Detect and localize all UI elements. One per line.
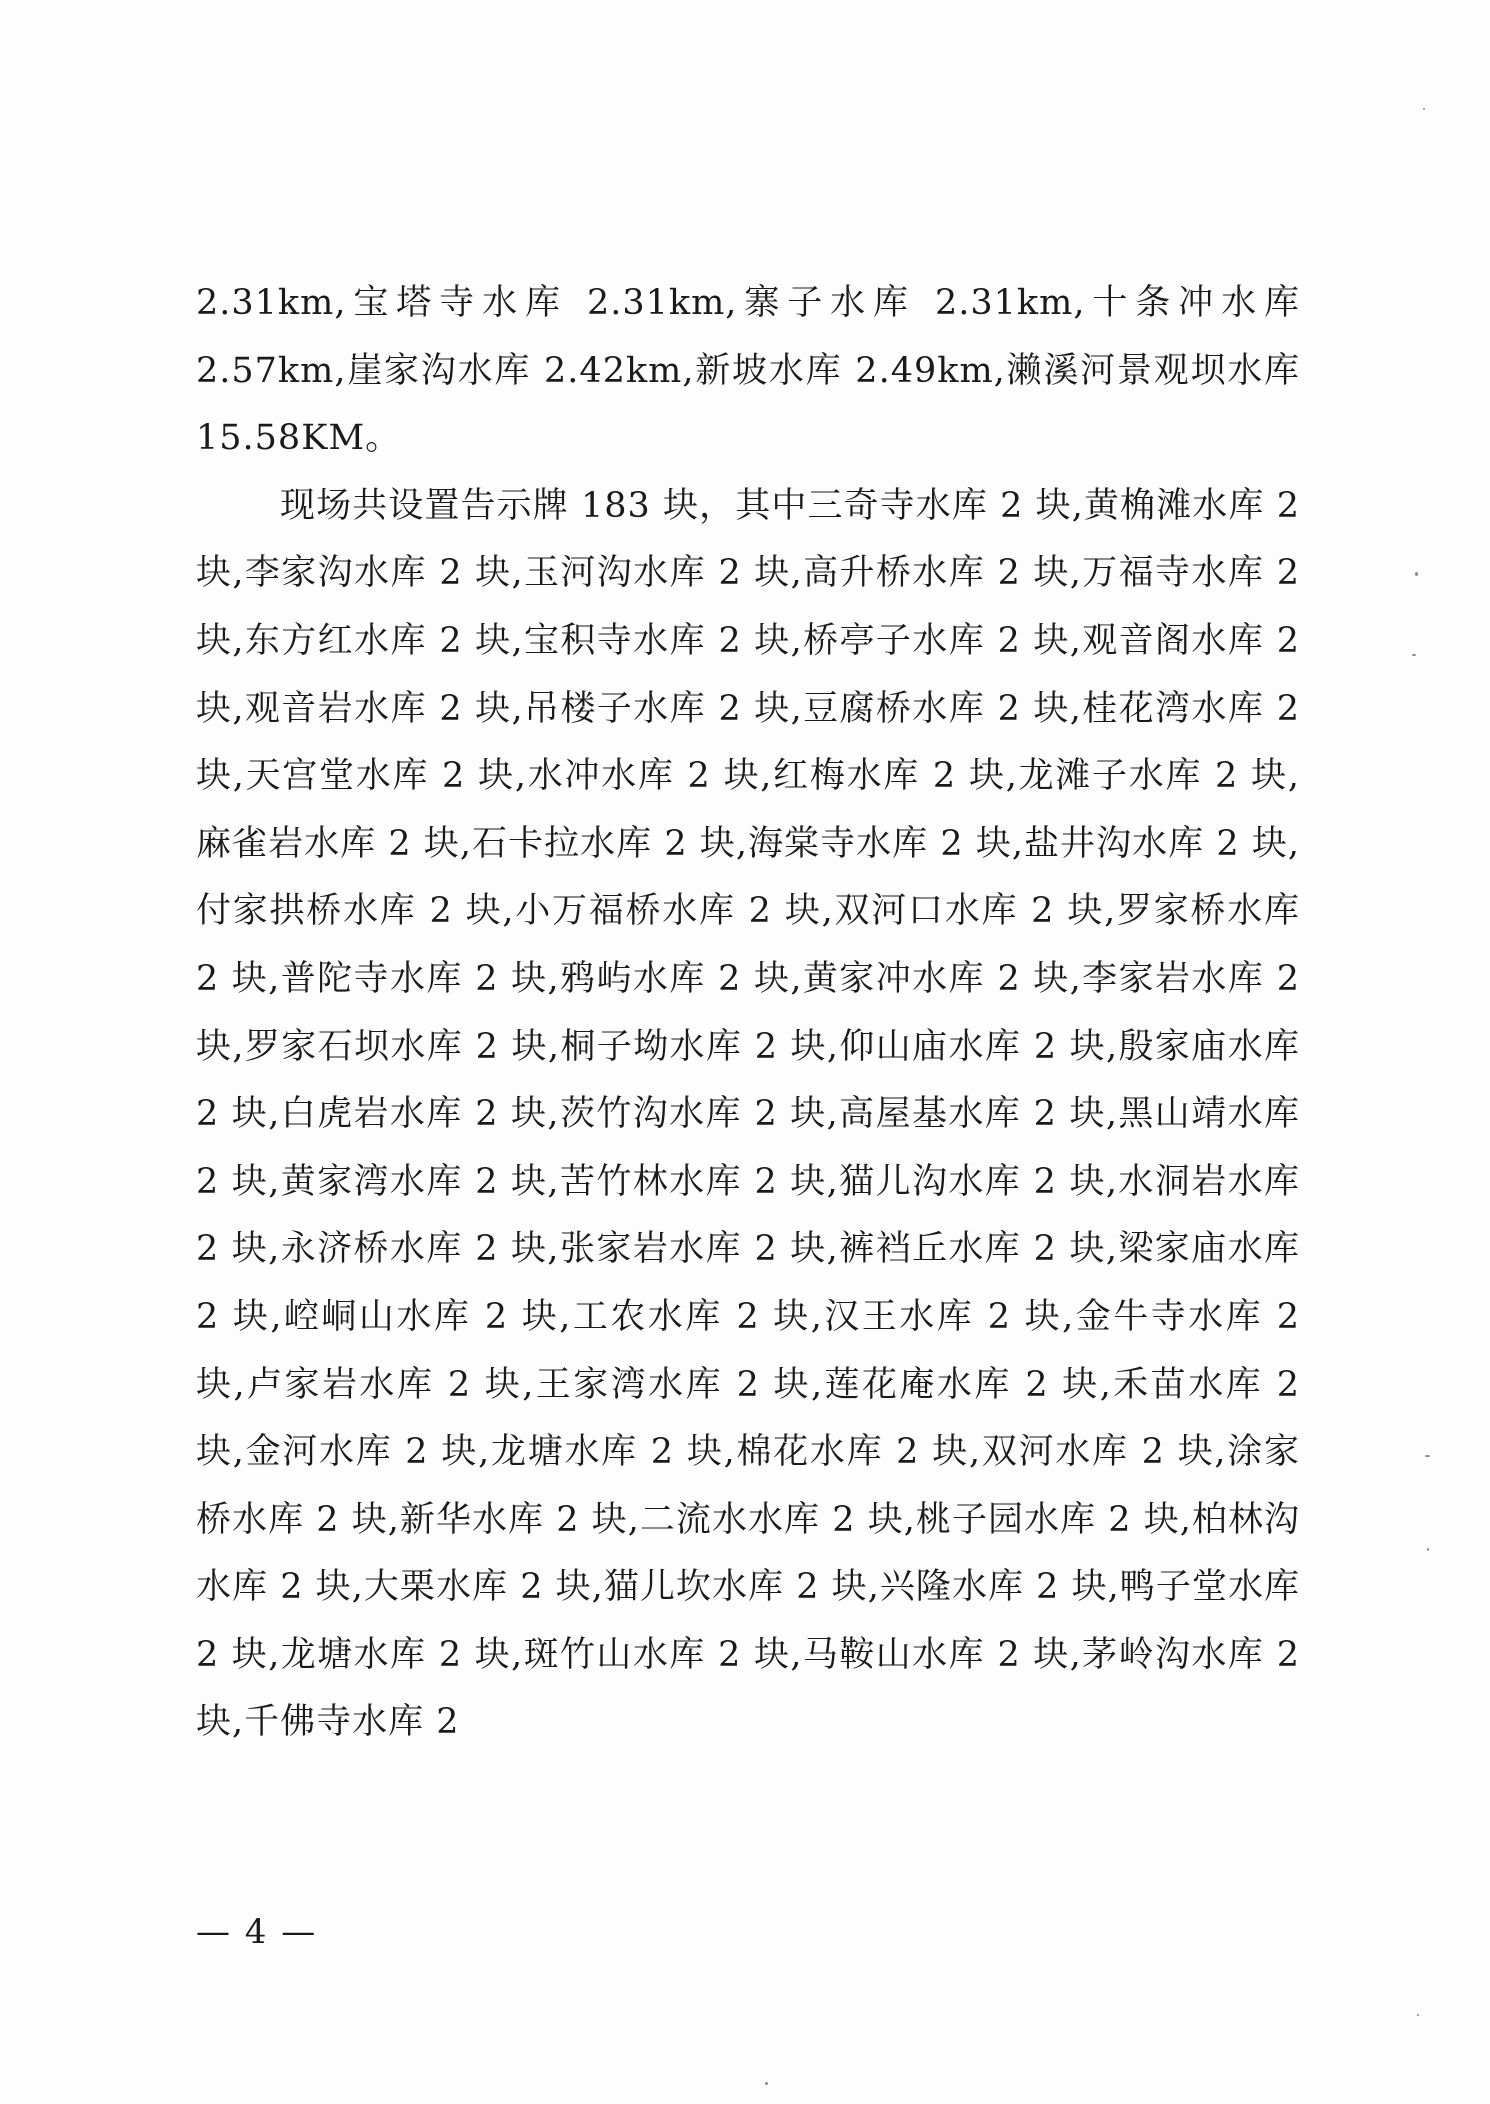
scan-speck: [1412, 654, 1416, 656]
scan-speck: [765, 2082, 768, 2085]
scan-speck: [1427, 1548, 1429, 1551]
paragraph-signboards: 现场共设置告示牌 183 块，其中三奇寺水库 2 块,黄桷滩水库 2 块,李家沟水库 2 块,玉河沟水库 2 块,高升桥水库 2 块,万福寺水库 2 块,东方红水库 2 块,宝积寺水库 2 块,桥亭子水库 2 块,观音阁水库 2 块,观音岩水库 2 块,吊楼子水库 2 块,豆腐桥水库 2 块,桂花湾水库 2 块,天宫堂水库 2 块,水冲水库 2 块,红梅水库 2 块,龙滩子水库 2 块,麻雀岩水库 2 块,石卡拉水库 2 块,海棠寺水库 2 块,盐井沟水库 2 块,付家拱桥水库 2 块,小万福桥水库 2 块,双河口水库 2 块,罗家桥水库 2 块,普陀寺水库 2 块,鸦屿水库 2 块,黄家冲水库 2 块,李家岩水库 2 块,罗家石坝水库 2 块,桐子坳水库 2 块,仰山庙水库 2 块,殷家庙水库 2 块,白虎岩水库 2 块,茨竹沟水库 2 块,高屋基水库 2 块,黑山靖水库 2 块,黄家湾水库 2 块,苦竹林水库 2 块,猫儿沟水库 2 块,水洞岩水库 2 块,永济桥水库 2 块,张家岩水库 2 块,裤裆丘水库 2 块,梁家庙水库 2 块,崆峒山水库 2 块,工农水库 2 块,汉王水库 2 块,金牛寺水库 2 块,卢家岩水库 2 块,王家湾水库 2 块,莲花庵水库 2 块,禾苗水库 2 块,金河水库 2 块,龙塘水库 2 块,棉花水库 2 块,双河水库 2 块,涂家桥水库 2 块,新华水库 2 块,二流水水库 2 块,桃子园水库 2 块,柏林沟水库 2 块,大栗水库 2 块,猫儿坎水库 2 块,兴隆水库 2 块,鸭子堂水库 2 块,龙塘水库 2 块,斑竹山水库 2 块,马鞍山水库 2 块,茅岭沟水库 2 块,千佛寺水库 2: [196, 485, 1300, 1743]
scan-speck: [1425, 1455, 1430, 1457]
body-text: [196, 270, 1300, 1757]
scan-speck: [1417, 2014, 1419, 2016]
scan-speck: [1415, 572, 1418, 576]
paragraph-distances: 2.31km,宝塔寺水库 2.31km,寨子水库 2.31km,十条冲水库 2.57km,崖家沟水库 2.42km,新坡水库 2.49km,濑溪河景观坝水库15.58KM。: [196, 283, 1300, 459]
page-number: — 4 —: [196, 1912, 318, 1952]
scan-speck: [1423, 108, 1425, 110]
